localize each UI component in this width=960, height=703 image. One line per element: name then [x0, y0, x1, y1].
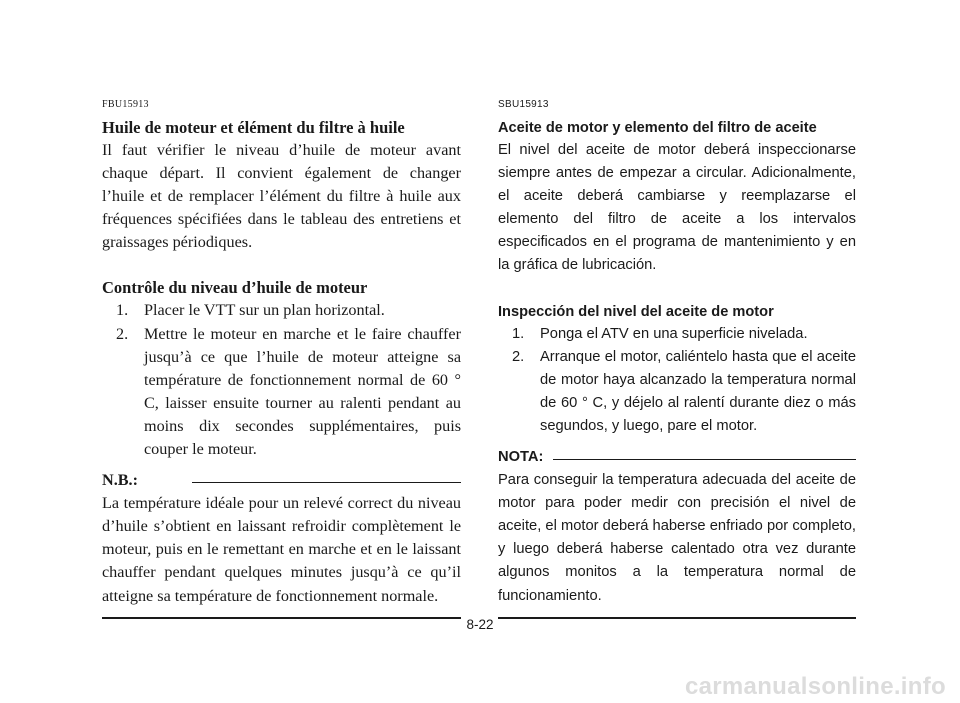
note-text: La température idéale pour un relevé correct du niveau d’huile s’obtient en laissant refroidir complètement le moteur, puis en le remettant en marche et en le laissant chauffer pendant quelques minutes jusqu’à ce qu’il atteigne sa température de fonctionnement normale.	[102, 494, 461, 605]
list-item	[102, 323, 461, 462]
list-item	[498, 323, 856, 346]
watermark: carmanualsonline.info	[684, 673, 946, 700]
note-label: NOTA:	[498, 449, 544, 466]
subsection-heading: Inspección del nivel del aceite de motor	[498, 303, 774, 320]
note-divider	[192, 482, 461, 483]
section-code: SBU15913	[498, 99, 549, 110]
section-code: FBU15913	[102, 99, 149, 110]
note-header	[102, 469, 461, 492]
intro-paragraph: El nivel del aceite de motor deberá inspeccionarse siempre antes de empezar a circular. Adicionalmente, el aceite deberá cambiarse y reemplazarse el elemento del filtro de aceite a los intervalos especificados en el programa de mantenimiento y en la gráfica de lubricación.	[498, 142, 856, 274]
step-text: Ponga el ATV en una superficie nivelada.	[540, 325, 808, 342]
step-number: 1.	[512, 325, 525, 342]
french-column	[102, 99, 461, 619]
steps-list	[102, 299, 461, 461]
section-heading: Huile de moteur et élément du filtre à huile	[102, 118, 405, 137]
intro-paragraph: Il faut vérifier le niveau d’huile de moteur avant chaque départ. Il convient également de changer l’huile et de remplacer l’élément du filtre à huile aux fréquences spécifiées dans le tableau des entretiens et graissages périodiques.	[102, 141, 461, 252]
list-item	[498, 346, 856, 438]
subsection-heading: Contrôle du niveau d’huile de moteur	[102, 278, 368, 298]
step-text: Placer le VTT sur un plan horizontal.	[144, 301, 385, 320]
note-text: Para conseguir la temperatura adecuada del aceite de motor para poder medir con precisión el nivel de aceite, el motor deberá haberse enfriado por completo, y luego deberá haberse calentado otra vez durante algunos monitos a la temperatura normal de funcionamiento.	[498, 472, 856, 604]
section-heading: Aceite de motor y elemento del filtro de aceite	[498, 120, 817, 136]
steps-list	[498, 323, 856, 438]
spanish-column	[498, 99, 856, 619]
note-divider	[553, 459, 856, 460]
note-label: N.B.:	[102, 471, 138, 490]
step-number: 1.	[116, 301, 129, 320]
step-number: 2.	[116, 324, 129, 343]
step-text: Mettre le moteur en marche et le faire chauffer jusqu’à ce que l’huile de moteur atteigne sa température de fonctionnement normal de 60 ° C, laisser ensuite tourner au ralenti pendant au moins dix secondes supplémentaires, puis couper le moteur.	[144, 324, 461, 459]
page-number: 8-22	[466, 617, 494, 632]
list-item	[102, 299, 461, 322]
step-text: Arranque el motor, caliéntelo hasta que el aceite de motor haya alcanzado la temperatura normal de 60 ° C, y déjelo al ralentí durante diez o más segundos, y luego, pare el motor.	[540, 348, 856, 434]
note-header	[498, 446, 856, 469]
step-number: 2.	[512, 348, 525, 365]
